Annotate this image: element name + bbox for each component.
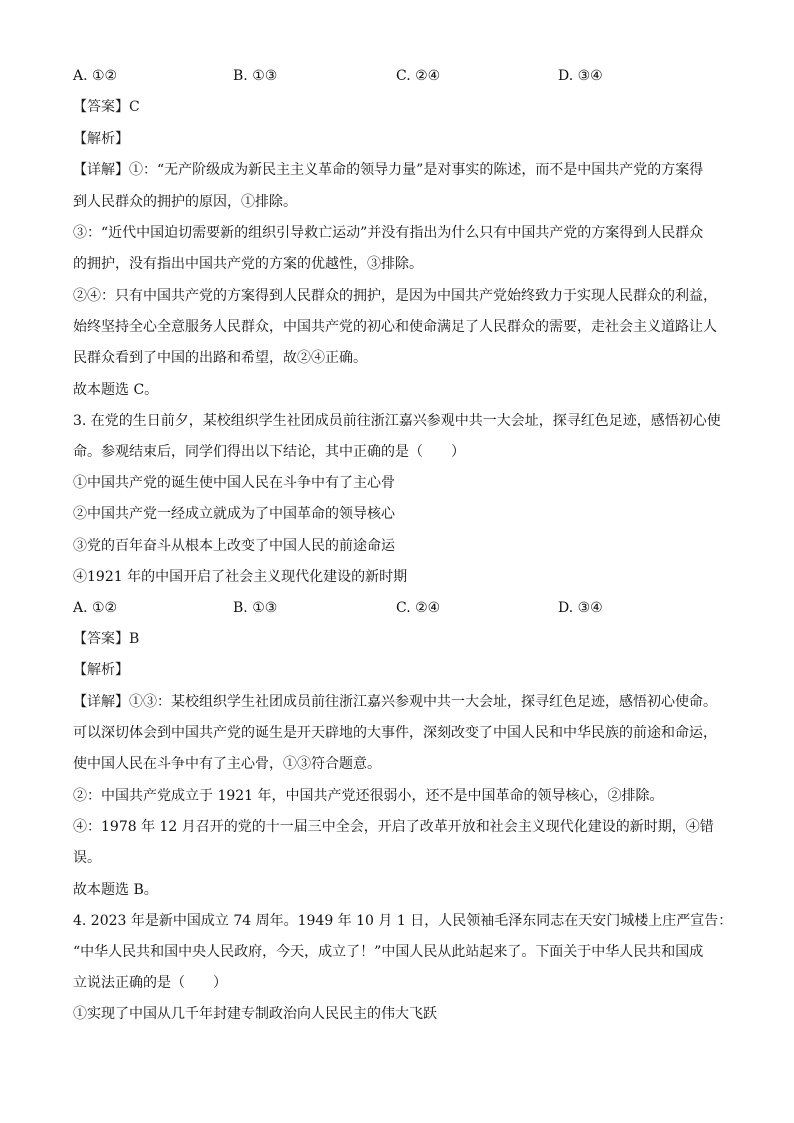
q3-option-b: B. ①③ xyxy=(233,600,278,616)
q3-analysis-line: ④：1978 年 12 月召开的党的十一届三中全会，开启了改革开放和社会主义现代化建设的新时期，④错 xyxy=(73,819,714,835)
q4-stem-line: “中华人民共和国中央人民政府，今天，成立了！”中国人民从此站起来了。下面关于中华人民共和国成 xyxy=(73,944,704,960)
q2-answer: 【答案】C xyxy=(73,99,140,115)
q2-option-d: D. ③④ xyxy=(558,68,603,84)
q3-statement: ③党的百年奋斗从根本上改变了中国人民的前途命运 xyxy=(73,538,395,554)
q3-analysis-line: 可以深切体会到中国共产党的诞生是开天辟地的大事件，深刻改变了中国人民和中华民族的前途和命运， xyxy=(73,725,717,741)
q3-option-c: C. ②④ xyxy=(396,600,441,616)
q3-stem-line: 命。参观结束后，同学们得出以下结论，其中正确的是（ ） xyxy=(73,444,465,460)
q2-analysis-line: 始终坚持全心全意服务人民群众，中国共产党的初心和使命满足了人民群众的需要，走社会主义道路让人 xyxy=(73,319,717,335)
q2-analysis-line: 【详解】①：“无产阶级成为新民主主义革命的领导力量”是对事实的陈述，而不是中国共产党的方案得 xyxy=(73,162,704,178)
q3-analysis-label: 【解析】 xyxy=(73,662,129,678)
q4-stem-line: 立说法正确的是（ ） xyxy=(73,975,227,991)
q3-option-d: D. ③④ xyxy=(558,600,603,616)
q2-analysis-line: 民群众看到了中国的出路和希望，故②④正确。 xyxy=(73,350,367,366)
q3-statement: ①中国共产党的诞生使中国人民在斗争中有了主心骨 xyxy=(73,475,395,491)
q3-statement: ④1921 年的中国开启了社会主义现代化建设的新时期 xyxy=(73,569,408,585)
q2-analysis-label: 【解析】 xyxy=(73,131,129,147)
q3-analysis-line: 【详解】①③：某校组织学生社团成员前往浙江嘉兴参观中共一大会址，探寻红色足迹，感悟初心使命。 xyxy=(73,694,717,710)
q3-analysis-line: ②：中国共产党成立于 1921 年，中国共产党还很弱小，还不是中国革命的领导核心，②排除。 xyxy=(73,788,664,804)
q2-analysis-line: 的拥护，没有指出中国共产党的方案的优越性，③排除。 xyxy=(73,256,423,272)
q3-analysis-line: 误。 xyxy=(73,850,101,866)
q3-option-a: A. ①② xyxy=(73,600,118,616)
q2-analysis-line: ③：“近代中国迫切需要新的组织引导救亡运动”并没有指出为什么只有中国共产党的方案得到人民群众 xyxy=(73,225,704,241)
q2-option-c: C. ②④ xyxy=(396,68,441,84)
q3-conclusion: 故本题选 B。 xyxy=(73,882,158,898)
q4-stem-line: 4. 2023 年是新中国成立 74 周年。1949 年 10 月 1 日，人民领袖毛泽东同志在天安门城楼上庄严宣告： xyxy=(73,913,733,929)
q4-statement: ①实现了中国从几千年封建专制政治向人民民主的伟大飞跃 xyxy=(73,1006,437,1022)
q3-answer: 【答案】B xyxy=(73,631,140,647)
q2-analysis-line: ②④：只有中国共产党的方案得到人民群众的拥护，是因为中国共产党始终致力于实现人民群众的利益， xyxy=(73,288,717,304)
q3-stem-line: 3. 在党的生日前夕，某校组织学生社团成员前往浙江嘉兴参观中共一大会址，探寻红色足迹，感悟初心使 xyxy=(73,413,721,429)
q2-conclusion: 故本题选 C。 xyxy=(73,382,159,398)
q3-statement: ②中国共产党一经成立就成为了中国革命的领导核心 xyxy=(73,506,395,522)
q2-analysis-line: 到人民群众的拥护的原因，①排除。 xyxy=(73,194,297,210)
q2-option-b: B. ①③ xyxy=(233,68,278,84)
q3-analysis-line: 使中国人民在斗争中有了主心骨，①③符合题意。 xyxy=(73,756,381,772)
q2-option-a: A. ①② xyxy=(73,68,118,84)
